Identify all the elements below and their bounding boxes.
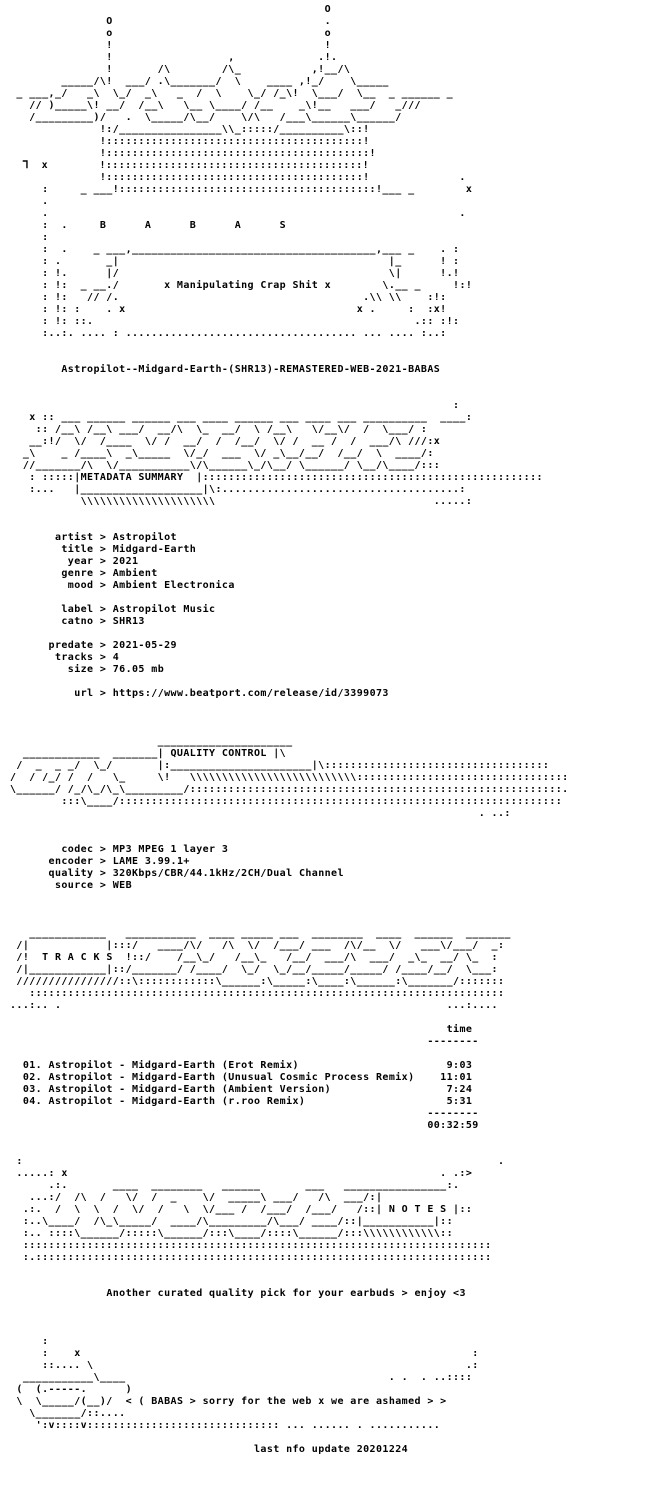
metadata-field-key: artist	[54, 532, 94, 543]
metadata-field-key: year	[67, 556, 94, 567]
metadata-field-key: mood	[67, 580, 94, 591]
metadata-field-value: Astropilot	[112, 532, 177, 543]
metadata-field-value: 76.05 mb	[112, 664, 165, 675]
quality-field-value: 320Kbps/CBR/44.1kHz/2CH/Dual Channel	[112, 868, 344, 879]
metadata-field-key: genre	[61, 568, 94, 579]
metadata-field-key: tracks	[54, 652, 94, 663]
track-title: Astropilot - Midgard-Earth (Unusual Cosmic Process Remix)	[48, 1072, 415, 1083]
track-title: Astropilot - Midgard-Earth (r.roo Remix)	[48, 1096, 306, 1107]
track-title: Astropilot - Midgard-Earth (Erot Remix)	[48, 1060, 299, 1071]
metadata-field-key: title	[61, 544, 94, 555]
metadata-heading: METADATA SUMMARY	[80, 472, 184, 483]
metadata-field-value: SHR13	[112, 616, 145, 627]
tracks-total-time: 00:32:59	[427, 1120, 479, 1131]
header-slogan: x Manipulating Crap Shit x	[164, 280, 332, 291]
quality-field-value: WEB	[112, 880, 133, 891]
metadata-field-value: Ambient	[112, 568, 158, 579]
track-time: 11:01	[440, 1072, 473, 1083]
metadata-field-key: predate	[48, 640, 94, 651]
footer-message: < ( BABAS > sorry for the web x we are ashamed > >	[125, 1396, 447, 1407]
quality-heading: QUALITY CONTROL	[170, 748, 267, 759]
quality-field-key: codec	[61, 844, 94, 855]
track-number: 03.	[22, 1084, 43, 1095]
track-number: 02.	[22, 1072, 43, 1083]
metadata-field-value: 2021-05-29	[112, 640, 177, 651]
release-name: Astropilot--Midgard-Earth-(SHR13)-REMASTERED-WEB-2021-BABAS	[61, 364, 441, 375]
track-time: 5:31	[446, 1096, 473, 1107]
quality-field-key: source	[54, 880, 94, 891]
last-update: last nfo update 20201224	[253, 1444, 409, 1455]
metadata-field-key: size	[67, 664, 94, 675]
metadata-field-value: Astropilot Music	[112, 604, 216, 615]
metadata-field-key: url	[74, 688, 94, 699]
tracks-heading: T R A C K S	[42, 952, 113, 963]
quality-field-key: encoder	[48, 856, 94, 867]
metadata-field-key: catno	[61, 616, 94, 627]
track-title: Astropilot - Midgard-Earth (Ambient Version)	[48, 1084, 332, 1095]
quality-field-value: LAME 3.99.1+	[112, 856, 190, 867]
notes-heading: N O T E S	[388, 1204, 447, 1215]
metadata-field-key: label	[61, 604, 94, 615]
metadata-field-value: Midgard-Earth	[112, 544, 197, 555]
metadata-field-value: https://www.beatport.com/release/id/3399073	[112, 688, 389, 699]
track-time: 7:24	[446, 1084, 473, 1095]
metadata-field-value: 4	[112, 652, 120, 663]
metadata-field-value: Ambient Electronica	[112, 580, 235, 591]
track-time: 9:03	[446, 1060, 473, 1071]
notes-text: Another curated quality pick for your earbuds > enjoy <3	[106, 1288, 466, 1299]
quality-field-value: MP3 MPEG 1 layer 3	[112, 844, 229, 855]
track-number: 04.	[22, 1096, 43, 1107]
metadata-field-value: 2021	[112, 556, 139, 567]
nfo-document: O O . o o ! ! ! , .!. ! /\ /\_ ,!__/\ _____/\! ___/ .\_______/ \ ____ ,!_/ \_____ _ ___,_/ _\ \_/ _\ _ / \ \_/ /_\! \___/ \__ _ ______ _ // )_____\! __/ /__\ \__ \____/ /__ _\!__ ___/ _/// /_________)/ . \_____/\__/ \/\ /___\______\______/ !:/________________\\_:::::/__________\::! !::::::::::::::::::::::::::::::::::::::::! !:::::::::::::::::::::::::::::::::::::::::! ⅂ x !::::::::::::::::::::::::::::::::::::::::! !::::::::::::::::::::::::::::::::::::::::! . : _ ___!::::::::::::::::::::::::::::::::::::::::!___ _ x . . . : . B A B A S : : . _ ___,______________________________________,___ _ . : : . _| |_ ! : : !. |/ \| !.! : !: _ __./ x Manipulating Crap Shit x \.__ _ !:! : !: // /. .\\ \\ :!: : !: : . x x . : :x! : !: ::. .:: :!: :..:. .... : .................................... ... .... :..: Astropilot--Midgard-Earth-(SHR13)-REMASTERED-WEB-2021-BABAS : x :: ___ ______ ______ ___ ____ ______ ___ ____ ___ __________ ____: :: /__\ /__\ ___/ __/\ \_ __/ \ /__\ \/__\/ / \___/ : __:!/ \/ /____ \/ / __/ / /__/ \/ / __ / / ___/\ ///:x _\ _ /____\ _\_____ \/_/ ___ \/ _\__/__/ /__/ \ ____/: //_______/\ \/___________\/\______\_/\__/ \______/ \__/\____/::: : :::::|METADATA SUMMARY |::::::::::::::::::::::::::::::::::::::::::::::::::::: :... |___________________|\:.....................................: \\\\\\\\\\\\\\\\\\\\\ .....: artist > Astropilot title > Midgard-Earth year > 2021 genre > Ambient mood > Ambient Electronica label > Astropilot Music catno > SHR13 predate > 2021-05-29 tracks > 4 size > 76.05 mb url > https://www.beatport.com/release/id/3399073 _____________________ ____________ _______| QUALITY CONTROL |\ / _ _ _/ \_/ |:______________________|\::::::::::::::::::::::::::::::::::: / / /_/ / / \_ \! \\\\\\\\\\\\\\\\\\\\\\\\\\::::::::::::::::::::::::::::::::: \______/ /_/\_/\_\_________/::::::::::::::::::::::::::::::::::::::::::::::::::::::::::. :::\____/::::::::::::::::::::::::::::::::::::::::::::::::::::::::::::::::::::: . ..: codec > MP3 MPEG 1 layer 3 encoder > LAME 3.99.1+ quality > 320Kbps/CBR/44.1kHz/2CH/Dual Channel source > WEB ____________ ___________ ____ _____ ___ ________ ____ ______ _______ /| |:::/ ____/\/ /\ \/ /___/ ___ /\/__ \/ ___\/___/ _: /! T R A C K S !::/ /__\_/ /__\_ /__/ ___/\ ___/ _\_ __/ \_ : /|____________|::/_______/ /____/ \_/ \_/__/_____/_____/ /____/__/ \___: ////////////////::\::::::::::::\______:\_____:\____:\______:\_______/::::::: :::::::::::::::::::::::::::::::::::::::::::::::::::::::::::::::::::::::::: ...:.. . ...:.... time -------- 01. Astropilot - Midgard-Earth (Erot Remix) 9:03 02. Astropilot - Midgard-Earth (Unusual Cosmic Process Remix) 11:01 03. Astropilot - Midgard-Earth (Ambient Version) 7:24 04. Astropilot - Midgard-Earth (r.roo Remix) 5:31 -------- 00:32:59 : . .....: x . .:> .:. ____ ________ ______ ___ ________________:. ...:/ /\ / \/ / _ \/ _____\ ___/ /\ ___/:| .:. / \ \ / \/ / \ \/___ / /___/ /___/ /::| N O T E S |:: :..\____/ /\_\_____/ ____/\_________/\___/ ____/::|___________|:: :.. ::::\______/:::::\______/:::\____/::::\______/:::\\\\\\\\\\\\:: ::::::::::::::::::::::::::::::::::::::::::::::::::::::::::::::::::::::::: :.::::::::::::::::::::::::::::::::::::::::::::::::::::::::::::::::::::::: Another curated quality pick for your earbuds > enjoy <3 : : x : ::.... \ .: ___________\____ . . . ..:::: ( (.-----. ) \ \_____/(__)/ < ( BABAS > sorry for the web x we are ashamed > > \_______/::.... ':v::::v:::::::::::::::::::::::::::::: ... ...... . ........... last nfo update 20201224	[10, 4, 569, 1455]
quality-field-key: quality	[48, 868, 94, 879]
track-number: 01.	[22, 1060, 43, 1071]
tracks-time-label: time	[446, 1024, 473, 1035]
